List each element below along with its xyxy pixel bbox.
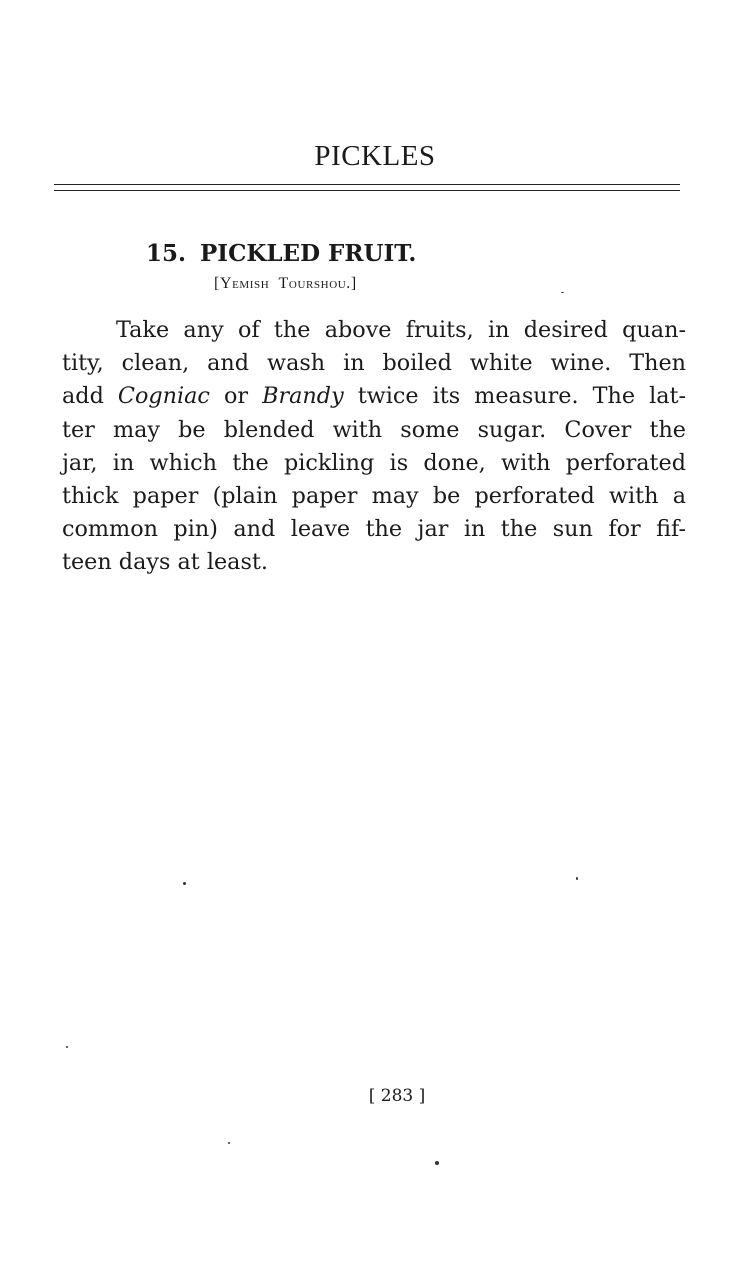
- body-line: teen days at least.: [62, 549, 268, 576]
- header-rule-lower: [54, 190, 680, 191]
- body-line: [62, 380, 686, 413]
- scan-speck: [183, 882, 186, 885]
- scan-speck: [66, 1046, 68, 1048]
- body-text-run: twice its measure. The lat-: [343, 383, 686, 410]
- subtitle-close-bracket: .]: [346, 275, 357, 292]
- body-line: jar, in which the pickling is done, with perforated: [62, 449, 686, 476]
- subtitle-open-bracket: [: [214, 275, 220, 292]
- subtitle-word-tourshou: Tourshou: [278, 275, 347, 292]
- body-line: common pin) and leave the jar in the sun for fif-: [62, 516, 686, 543]
- subtitle-word-yemish: Yemish: [219, 275, 270, 292]
- scan-speck: [435, 1161, 439, 1165]
- recipe-heading: [146, 240, 416, 267]
- scan-speck: [228, 1142, 230, 1144]
- recipe-body: [62, 314, 686, 580]
- body-text-run: or: [209, 383, 263, 410]
- page-number: [ 283 ]: [368, 1086, 426, 1106]
- running-head: PICKLES: [314, 140, 436, 172]
- scan-speck: [561, 292, 564, 293]
- recipe-subtitle: [214, 275, 357, 293]
- italic-term-brandy: Brandy: [262, 383, 344, 410]
- scan-speck: [576, 877, 578, 880]
- body-line: thick paper (plain paper may be perforated with a: [62, 482, 686, 509]
- body-line: tity, clean, and wash in boiled white wine. Then: [62, 350, 686, 377]
- recipe-title: PICKLED FRUIT.: [200, 240, 417, 267]
- recipe-number: 15.: [146, 240, 187, 267]
- body-text-run: add: [62, 383, 118, 410]
- body-line: Take any of the above fruits, in desired quan-: [116, 317, 686, 343]
- italic-term-cogniac: Cogniac: [117, 383, 210, 410]
- header-rule-upper: [54, 184, 680, 185]
- body-line: ter may be blended with some sugar. Cover the: [62, 416, 686, 443]
